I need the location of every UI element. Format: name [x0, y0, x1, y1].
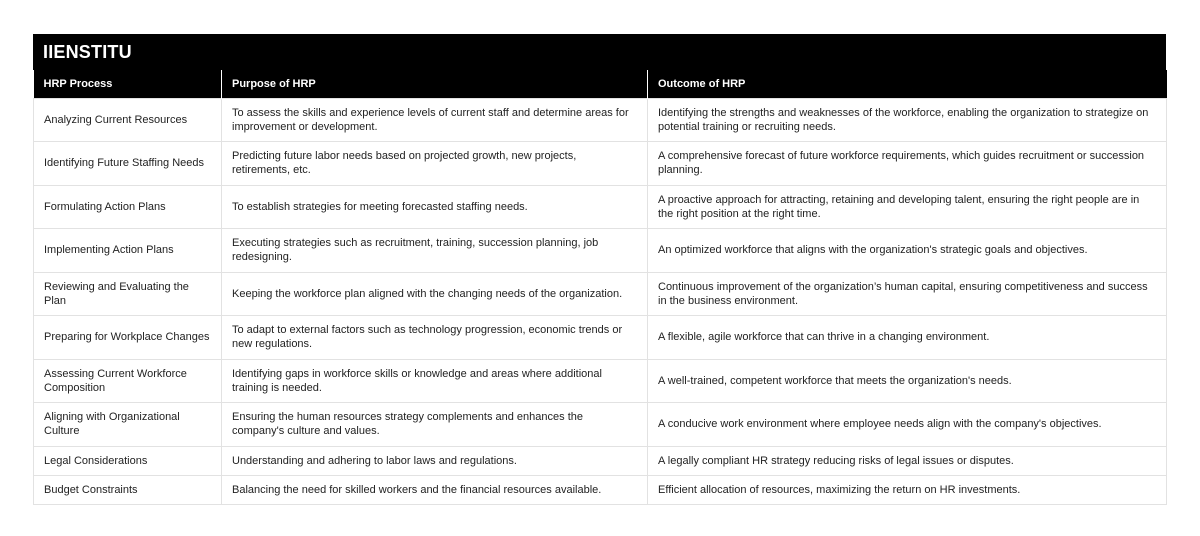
cell-outcome: Efficient allocation of resources, maximizing the return on HR investments. — [648, 475, 1167, 504]
cell-purpose: Ensuring the human resources strategy complements and enhances the company's culture and values. — [222, 403, 648, 447]
table-row — [34, 316, 1167, 360]
cell-purpose: To establish strategies for meeting forecasted staffing needs. — [222, 185, 648, 229]
cell-process: Formulating Action Plans — [34, 185, 222, 229]
cell-purpose: Balancing the need for skilled workers and the financial resources available. — [222, 475, 648, 504]
column-header-purpose: Purpose of HRP — [222, 70, 648, 98]
cell-process: Implementing Action Plans — [34, 229, 222, 273]
table-row — [34, 272, 1167, 316]
brand-title: IIENSTITU — [43, 41, 132, 62]
cell-outcome: A conducive work environment where employee needs align with the company's objectives. — [648, 403, 1167, 447]
cell-outcome: Identifying the strengths and weaknesses of the workforce, enabling the organization to strategize on potential training or recruiting needs. — [648, 98, 1167, 142]
table-header-row — [34, 70, 1167, 98]
cell-purpose: Keeping the workforce plan aligned with the changing needs of the organization. — [222, 272, 648, 316]
cell-outcome: A comprehensive forecast of future workforce requirements, which guides recruitment or succession planning. — [648, 142, 1167, 186]
cell-outcome: A legally compliant HR strategy reducing risks of legal issues or disputes. — [648, 446, 1167, 475]
cell-process: Assessing Current Workforce Composition — [34, 359, 222, 403]
cell-outcome: Continuous improvement of the organization’s human capital, ensuring competitiveness and success in the business environment. — [648, 272, 1167, 316]
hrp-table-container — [33, 34, 1166, 505]
table-row — [34, 98, 1167, 142]
cell-purpose: Identifying gaps in workforce skills or knowledge and areas where additional training is needed. — [222, 359, 648, 403]
cell-process: Aligning with Organizational Culture — [34, 403, 222, 447]
column-header-process: HRP Process — [34, 70, 222, 98]
cell-process: Legal Considerations — [34, 446, 222, 475]
column-header-outcome: Outcome of HRP — [648, 70, 1167, 98]
cell-purpose: Predicting future labor needs based on projected growth, new projects, retirements, etc. — [222, 142, 648, 186]
table-row — [34, 185, 1167, 229]
cell-process: Identifying Future Staffing Needs — [34, 142, 222, 186]
cell-purpose: To adapt to external factors such as technology progression, economic trends or new regulations. — [222, 316, 648, 360]
cell-purpose: To assess the skills and experience levels of current staff and determine areas for improvement or development. — [222, 98, 648, 142]
cell-outcome: An optimized workforce that aligns with the organization's strategic goals and objectives. — [648, 229, 1167, 273]
cell-purpose: Executing strategies such as recruitment, training, succession planning, job redesigning. — [222, 229, 648, 273]
table-row — [34, 229, 1167, 273]
hrp-table — [33, 70, 1167, 505]
cell-process: Budget Constraints — [34, 475, 222, 504]
brand-header — [33, 34, 1166, 70]
cell-process: Analyzing Current Resources — [34, 98, 222, 142]
cell-process: Reviewing and Evaluating the Plan — [34, 272, 222, 316]
cell-outcome: A well-trained, competent workforce that meets the organization's needs. — [648, 359, 1167, 403]
table-row — [34, 142, 1167, 186]
table-row — [34, 359, 1167, 403]
cell-outcome: A proactive approach for attracting, retaining and developing talent, ensuring the right people are in the right position at the right time. — [648, 185, 1167, 229]
table-row — [34, 446, 1167, 475]
cell-outcome: A flexible, agile workforce that can thrive in a changing environment. — [648, 316, 1167, 360]
table-row — [34, 403, 1167, 447]
cell-process: Preparing for Workplace Changes — [34, 316, 222, 360]
table-row — [34, 475, 1167, 504]
cell-purpose: Understanding and adhering to labor laws and regulations. — [222, 446, 648, 475]
